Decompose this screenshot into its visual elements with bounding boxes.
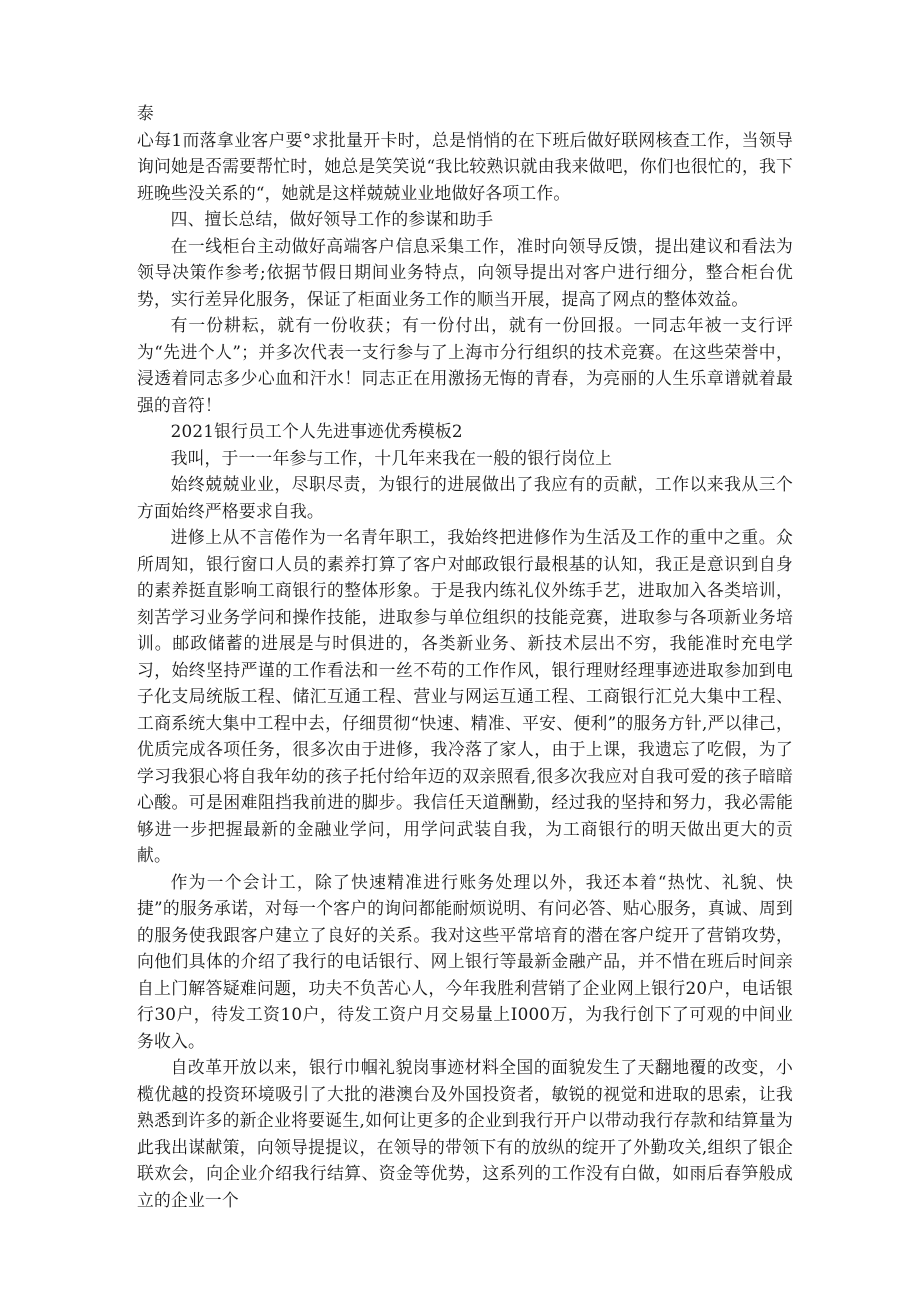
paragraph-5: 有一份耕耘，就有一份收获；有一份付出，就有一份回报。一同志年被一支行评为“先进个人”；并多次代表一支行参与了上海市分行组织的技术竞赛。在这些荣誉中，浸透着同志多少心血和汗水！同志正在用激扬无悔的青春，为亮丽的人生乐章谱就着最强的音符！ xyxy=(137,315,793,415)
template-title: 2021银行员工个人先进事迹优秀模板2 xyxy=(170,421,463,441)
paragraph-2: 心每1而落拿业客户要°求批量开卡时，总是悄悄的在下班后做好联网核查工作，当领导询问她是否需要帮忙时，她总是笑笑说“我比较熟识就由我来做吧，你们也很忙的，我下班晚些没关系的“，她就是这样兢兢业业地做好各项工作。 xyxy=(137,129,793,203)
section-heading: 四、擅长总结，做好领导工作的参谋和助手 xyxy=(170,209,494,229)
document-page xyxy=(137,100,793,1213)
paragraph-7: 我叫，于一一年参与工作，十几年来我在一般的银行岗位上 xyxy=(170,447,613,468)
paragraph-9: 进修上从不言倦作为一名青年职工，我始终把进修作为生活及工作的重中之重。众所周知，银行窗口人员的素养打算了客户对邮政银行最根基的认知，我正是意识到自身的素养挺直影响工商银行的整体形象。于是我内练礼仪外练手艺，进取加入各类培训，刻苦学习业务学问和操作技能，进取参与单位组织的技能竞赛，进取参与各项新业务培训。邮政储蓄的进展是与时俱进的，各类新业务、新技术层出不穷，我能准时充电学习，始终坚持严谨的工作看法和一丝不苟的工作作风，银行理财经理事迹进取参加到电子化支局统版工程、储汇互通工程、营业与网运互通工程、工商银行汇兑大集中工程、工商系统大集中工程中去，仔细贯彻“快速、精准、平安、便利”的服务方针,严以律己，优质完成各项任务，很多次由于进修，我冷落了家人，由于上课，我遗忘了吃假，为了学习我狠心将自我年幼的孩子托付给年迈的双亲照看,很多次我应对自我可爱的孩子暗暗心酸。可是困难阻挡我前进的脚步。我信任天道酬勤，经过我的坚持和努力，我必需能够进一步把握最新的金融业学问，用学问武装自我，为工商银行的明天做出更大的贡献。 xyxy=(137,527,793,865)
paragraph-10: 作为一个会计工，除了快速精准进行账务处理以外，我还本着“热忱、礼貌、快捷”的服务承诺，对每一个客户的询问都能耐烦说明、有问必答、贴心服务，真诚、周到的服务使我跟客户建立了良好的关系。我对这些平常培育的潜在客户绽开了营销攻势，向他们具体的介绍了我行的电话银行、网上银行等最新金融产品，并不惜在班后时间亲自上门解答疑难问题，功夫不负苦心人，今年我胜利营销了企业网上银行20户，电话银行30户，待发工资10户，待发工资户月交易量上I000万，为我行创下了可观的中间业务收入。 xyxy=(137,871,793,1051)
paragraph-8: 始终兢兢业业，尽职尽责，为银行的进展做出了我应有的贡献，工作以来我从三个方面始终严格要求自我。 xyxy=(137,474,793,521)
paragraph-4: 在一线柜台主动做好高端客户信息采集工作，准时向领导反馈，提出建议和看法为领导决策作参考;依据节假日期间业务特点，向领导提出对客户进行细分，整合柜台优势，实行差异化服务，保证了柜面业务工作的顺当开展，提高了网点的整体效益。 xyxy=(137,235,793,309)
paragraph-11: 自改革开放以来，银行巾帼礼貌岗事迹材料全国的面貌发生了天翻地覆的改变，小榄优越的投资环境吸引了大批的港澳台及外国投资者，敏锐的视觉和进取的思索，让我熟悉到许多的新企业将要诞生,如何让更多的企业到我行开户以带动我行存款和结算量为此我出谋献策，向领导提提议，在领导的带领下有的放纵的绽开了外勤攻关,组织了银企联欢会，向企业介绍我行结算、资金等优势，这系列的工作没有白做，如雨后春笋般成立的企业一个 xyxy=(137,1057,793,1210)
paragraph-1: 泰 xyxy=(137,103,154,123)
